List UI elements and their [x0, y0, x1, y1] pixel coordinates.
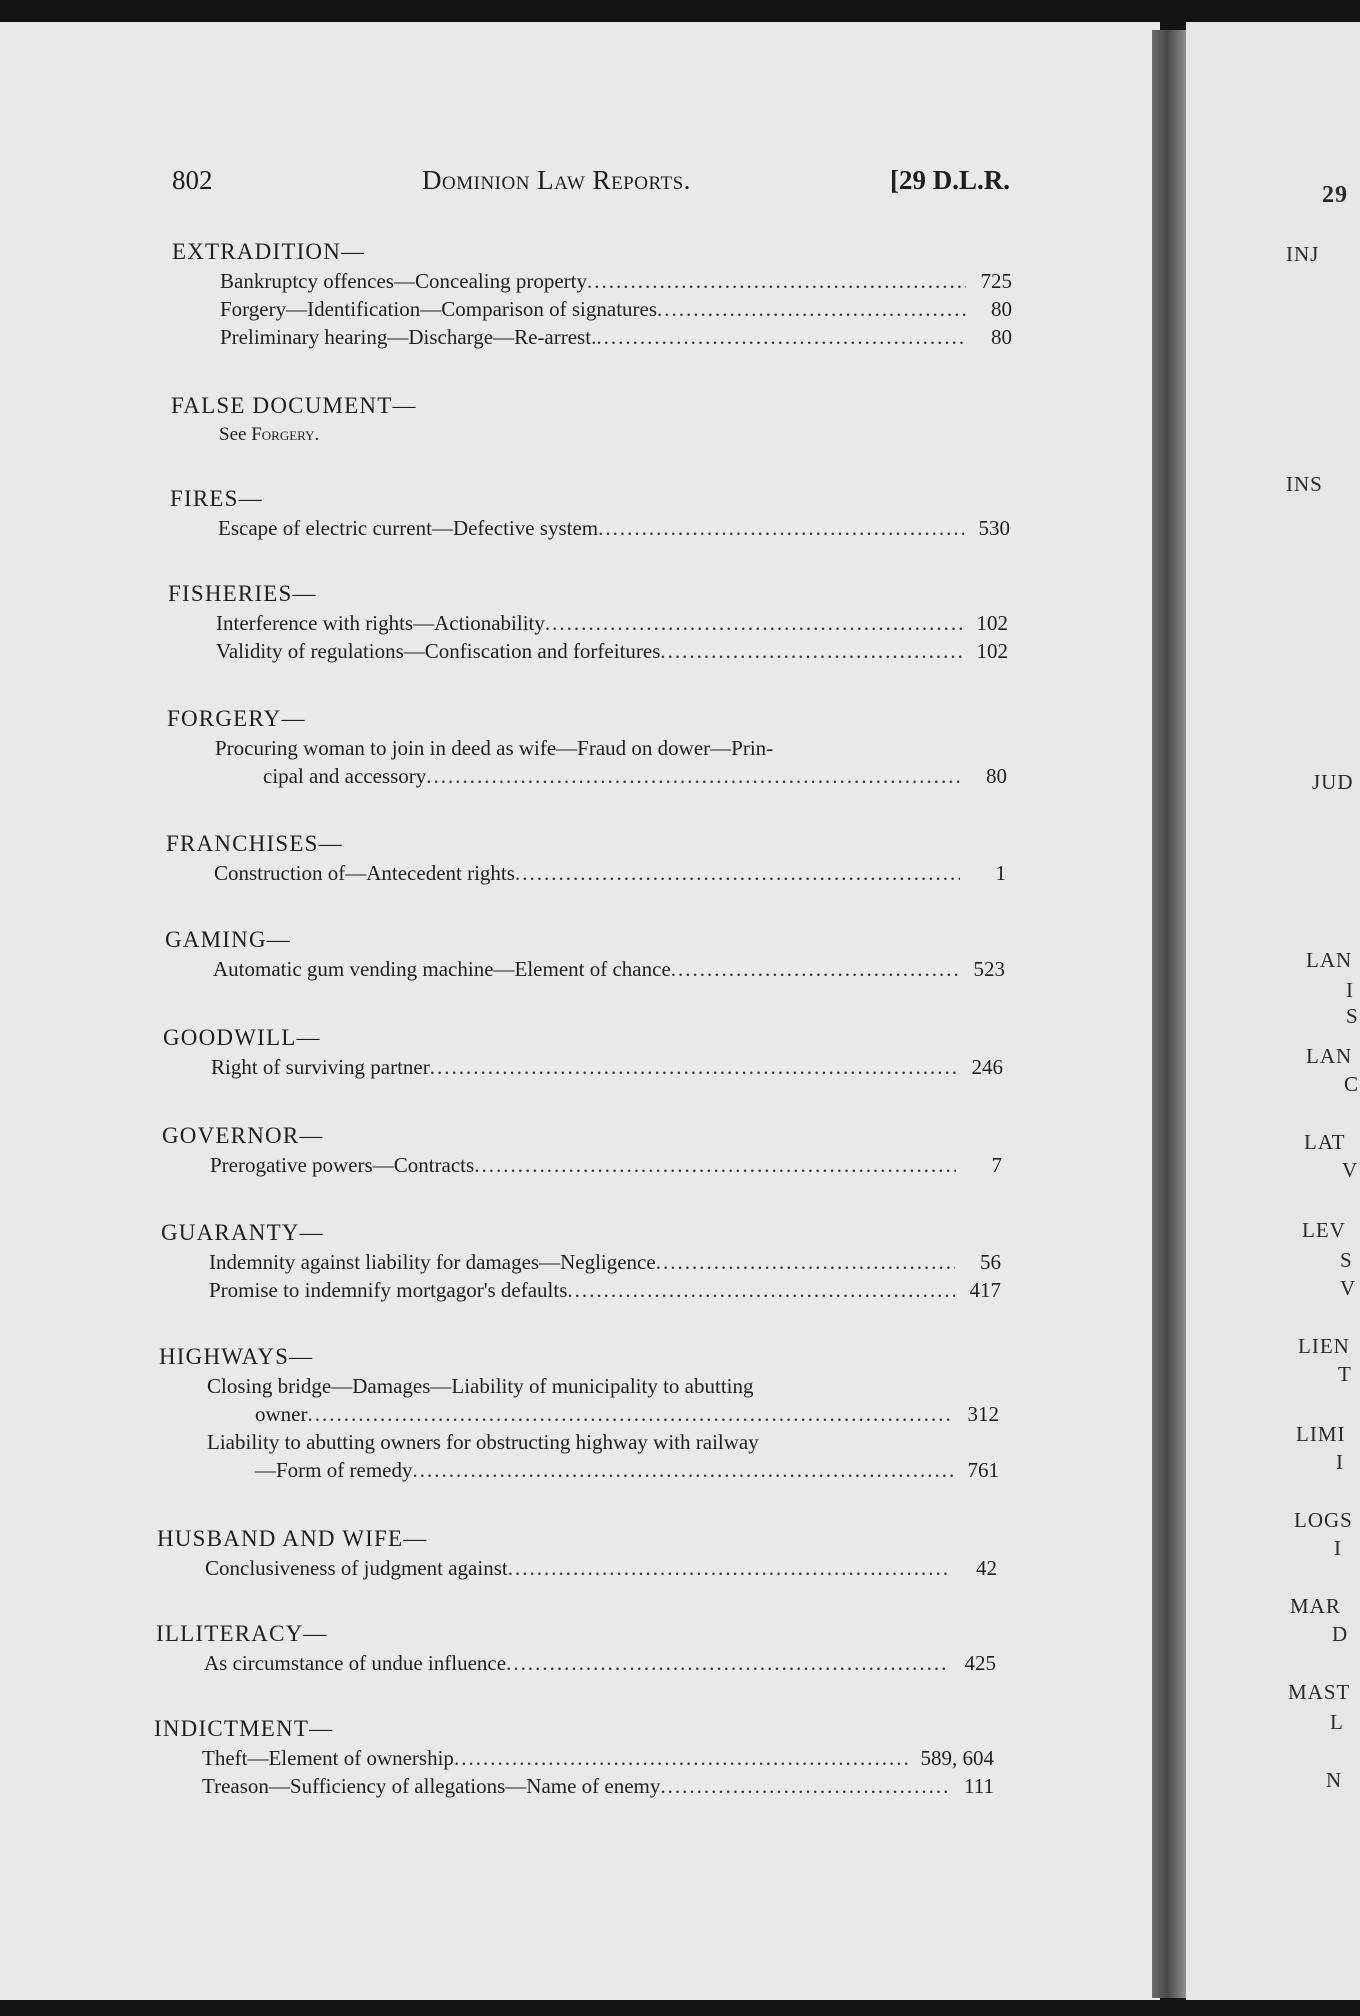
entry-page: 7 [991, 1153, 1002, 1177]
right-fragment: MAST [1288, 1680, 1351, 1704]
right-fragment: LOGS [1294, 1508, 1353, 1532]
dot-leader [657, 295, 966, 323]
dot-leader [430, 1053, 957, 1081]
right-fragment: D [1332, 1622, 1349, 1646]
entry-page: 42 [976, 1556, 997, 1580]
index-entry [170, 484, 1010, 542]
entry-line [215, 734, 1007, 762]
entry-text: Liability to abutting owners for obstructing highway with railway [207, 1430, 759, 1454]
dot-leader [426, 762, 961, 790]
entry-line [202, 1772, 994, 1800]
entry-line [211, 1053, 1003, 1081]
right-fragment: V [1342, 1158, 1359, 1182]
entry-text: Interference with rights—Actionability [216, 611, 545, 635]
index-entry [161, 1218, 1001, 1304]
entry-heading: FALSE DOCUMENT— [171, 393, 417, 418]
dot-leader [587, 267, 966, 295]
entry-line [213, 955, 1005, 983]
dot-leader [412, 1456, 953, 1484]
dot-leader [671, 955, 959, 983]
entry-heading: HUSBAND AND WIFE— [157, 1526, 428, 1551]
entry-page: 589, 604 [920, 1746, 994, 1770]
dot-leader [656, 1248, 955, 1276]
entry-line [202, 1744, 994, 1772]
right-fragment: LIEN [1298, 1334, 1350, 1358]
entry-heading: ILLITERACY— [156, 1621, 328, 1646]
right-page-number: 29 [1322, 182, 1348, 208]
entry-page: 1 [995, 861, 1006, 885]
entry-line [255, 1400, 999, 1428]
entry-line [263, 762, 1007, 790]
entry-line [216, 609, 1008, 637]
entry-text: Right of surviving partner [211, 1055, 430, 1079]
right-fragment: INJ [1286, 242, 1320, 266]
entry-heading: GAMING— [165, 927, 291, 952]
see-reference [219, 421, 1011, 449]
index-entry [165, 925, 1005, 983]
entry-page: 80 [986, 764, 1007, 788]
entry-text: Prerogative powers—Contracts [210, 1153, 475, 1177]
right-fragment: INS [1286, 472, 1323, 496]
entry-line [220, 267, 1012, 295]
dot-leader [660, 1772, 948, 1800]
index-entry [157, 1524, 997, 1582]
index-entry [154, 1714, 994, 1800]
entry-line [204, 1649, 996, 1677]
right-fragment: I [1334, 1536, 1342, 1560]
entry-heading: GUARANTY— [161, 1220, 324, 1245]
entry-heading: GOVERNOR— [162, 1123, 324, 1148]
dot-leader [545, 609, 962, 637]
entry-line [209, 1276, 1001, 1304]
entry-heading: EXTRADITION— [172, 239, 366, 264]
right-fragment: I [1336, 1450, 1344, 1474]
entry-text: Validity of regulations—Confiscation and forfeitures [216, 639, 661, 663]
page-number: 802 [172, 165, 213, 195]
entry-line [207, 1428, 999, 1456]
entry-heading: HIGHWAYS— [159, 1344, 314, 1369]
entry-heading: FIRES— [170, 486, 263, 511]
index-entry [168, 579, 1008, 665]
publication-title: Dominion Law Reports. [422, 165, 691, 195]
dot-leader [660, 637, 962, 665]
right-page [1186, 22, 1360, 2000]
entry-line [209, 1248, 1001, 1276]
entry-page: 246 [971, 1055, 1003, 1079]
right-fragment: LIMI [1296, 1422, 1346, 1446]
entry-line [255, 1456, 999, 1484]
entry-page: 80 [991, 297, 1012, 321]
index-entry [167, 704, 1007, 790]
dot-leader [307, 1400, 953, 1428]
dot-leader [474, 1151, 956, 1179]
entry-text: Indemnity against liability for damages—Negligence [209, 1250, 656, 1274]
right-fragment: I [1346, 978, 1354, 1002]
entry-page: 530 [978, 516, 1010, 540]
entry-page: 56 [980, 1250, 1001, 1274]
entry-page: 417 [969, 1278, 1001, 1302]
index-entry [159, 1342, 999, 1484]
right-fragment: JUD [1312, 770, 1354, 794]
entry-line [214, 859, 1006, 887]
book-gutter [1152, 30, 1186, 1998]
entry-page: 761 [967, 1458, 999, 1482]
entry-text: Conclusiveness of judgment against [205, 1556, 508, 1580]
entry-page: 80 [991, 325, 1012, 349]
left-page [0, 22, 1160, 2000]
entry-page: 111 [964, 1774, 994, 1798]
index-entry [163, 1023, 1003, 1081]
right-page-fragments [1186, 22, 1360, 2000]
entry-text: Automatic gum vending machine—Element of chance [213, 957, 671, 981]
entry-line [220, 323, 1012, 351]
entry-page: 102 [976, 639, 1008, 663]
entry-text: Closing bridge—Damages—Liability of municipality to abutting [207, 1374, 754, 1398]
entry-heading: GOODWILL— [163, 1025, 321, 1050]
entry-page: 312 [967, 1402, 999, 1426]
entry-line [210, 1151, 1002, 1179]
dot-leader [506, 1649, 950, 1677]
right-fragment: LAN [1306, 948, 1353, 972]
right-fragment: LAT [1304, 1130, 1346, 1154]
index-entry [162, 1121, 1002, 1179]
index-entry [171, 391, 1011, 449]
entry-heading: INDICTMENT— [154, 1716, 334, 1741]
entry-line [207, 1372, 999, 1400]
right-fragment: MAR [1290, 1594, 1341, 1618]
see-target: Forgery. [251, 424, 320, 445]
index-list [0, 22, 1160, 2000]
entry-text: Treason—Sufficiency of allegations—Name of enemy [202, 1774, 661, 1798]
right-fragment: S [1340, 1248, 1353, 1272]
entry-page: 725 [980, 269, 1012, 293]
entry-text: Escape of electric current—Defective system [218, 516, 599, 540]
entry-page: 523 [973, 957, 1005, 981]
entry-text: Bankruptcy offences—Concealing property [220, 269, 587, 293]
index-entry [156, 1619, 996, 1677]
entry-text: Forgery—Identification—Comparison of signatures [220, 297, 658, 321]
dot-leader [515, 859, 960, 887]
dot-leader [596, 323, 966, 351]
right-fragment: LEV [1302, 1218, 1346, 1242]
index-entry [166, 829, 1006, 887]
entry-page: 102 [976, 611, 1008, 635]
index-entry [172, 237, 1012, 351]
entry-heading: FISHERIES— [168, 581, 317, 606]
right-fragment: C [1344, 1072, 1360, 1096]
entry-text: Preliminary hearing—Discharge—Re-arrest. [220, 325, 597, 349]
entry-line [220, 295, 1012, 323]
entry-line [216, 637, 1008, 665]
see-prefix: See [219, 424, 247, 445]
entry-heading: FRANCHISES— [166, 831, 343, 856]
entry-text: Theft—Element of ownership [202, 1746, 454, 1770]
dot-leader [567, 1276, 955, 1304]
dot-leader [454, 1744, 911, 1772]
entry-heading: FORGERY— [167, 706, 306, 731]
right-fragment: V [1340, 1276, 1357, 1300]
entry-text: Construction of—Antecedent rights [214, 861, 515, 885]
entry-line [218, 514, 1010, 542]
entry-text: Procuring woman to join in deed as wife—Fraud on dower—Prin- [215, 736, 774, 760]
entry-text: As circumstance of undue influence [204, 1651, 507, 1675]
right-fragment: LAN [1306, 1044, 1353, 1068]
right-fragment: L [1330, 1710, 1344, 1734]
entry-text: Promise to indemnify mortgagor's defaults [209, 1278, 568, 1302]
entry-text: cipal and accessory [263, 764, 427, 788]
entry-text: owner [255, 1402, 308, 1426]
right-fragment: T [1338, 1362, 1352, 1386]
volume-reference: [29 D.L.R. [890, 165, 1010, 195]
entry-line [205, 1554, 997, 1582]
dot-leader [508, 1554, 951, 1582]
entry-page: 425 [964, 1651, 996, 1675]
dot-leader [598, 514, 964, 542]
right-fragment: S [1346, 1004, 1359, 1028]
entry-text: —Form of remedy [255, 1458, 413, 1482]
right-fragment: N [1326, 1768, 1343, 1792]
